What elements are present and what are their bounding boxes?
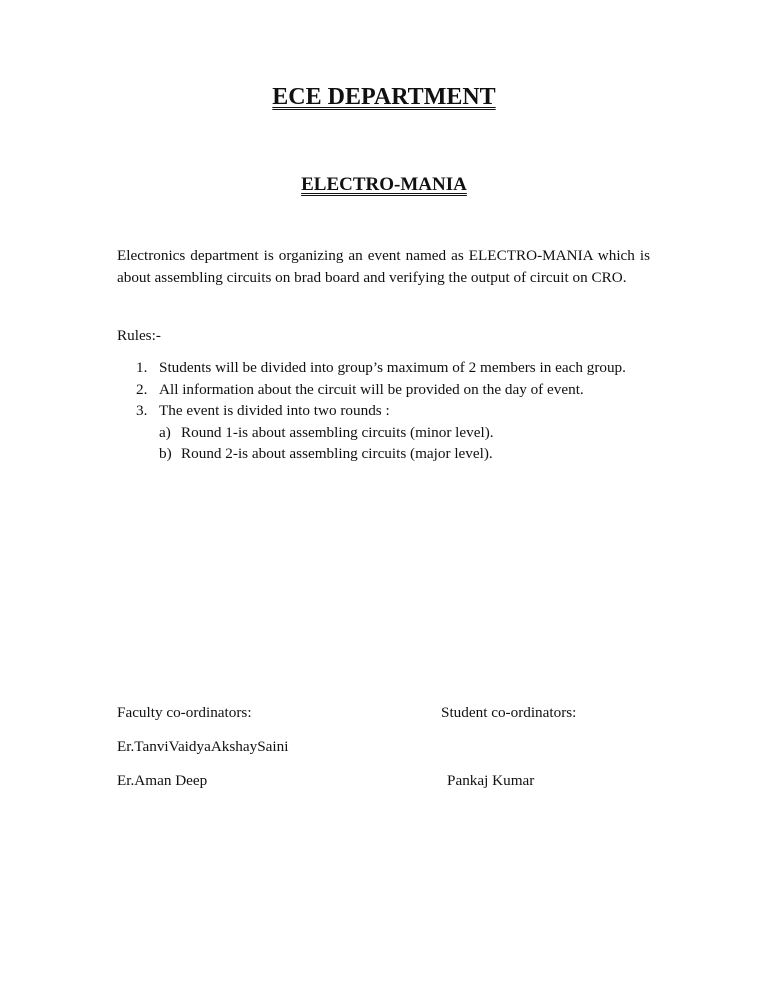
rules-label: Rules:- [117,327,161,344]
page-title: ECE DEPARTMENT [272,84,496,110]
rule-number: 1. [136,359,148,376]
rule-item [136,400,650,465]
rule-text: The event is divided into two rounds : [159,402,390,419]
subrule-text: Round 2-is about assembling circuits (major level). [181,445,493,462]
rule-item [136,357,650,379]
intro-paragraph: Electronics department is organizing an event named as ELECTRO-MANIA which is about assembling circuits on brad board and verifying the output of circuit on CRO. [117,247,650,286]
subrule-text: Round 1-is about assembling circuits (minor level). [181,423,494,441]
rule-number: 2. [136,380,148,398]
rule-item [136,379,650,401]
subrule-letter: b) [159,445,172,462]
student-coordinators-label: Student co-ordinators: [441,704,577,721]
subrules-list [159,422,650,465]
subrule-item [159,443,650,465]
rule-text: All information about the circuit will be provided on the day of event. [159,380,584,398]
subrule-item [159,422,650,444]
rule-number: 3. [136,402,148,419]
event-title: ELECTRO-MANIA [301,174,467,195]
faculty-coordinators-label: Faculty co-ordinators: [117,704,252,721]
rule-text: Students will be divided into group’s maximum of 2 members in each group. [159,359,626,376]
student-coordinator-name: Pankaj Kumar [447,772,535,789]
subrule-letter: a) [159,423,171,441]
rules-list [136,357,650,465]
faculty-coordinator-name: Er.TanviVaidyaAkshaySaini [117,738,289,755]
faculty-coordinator-name: Er.Aman Deep [117,772,208,789]
